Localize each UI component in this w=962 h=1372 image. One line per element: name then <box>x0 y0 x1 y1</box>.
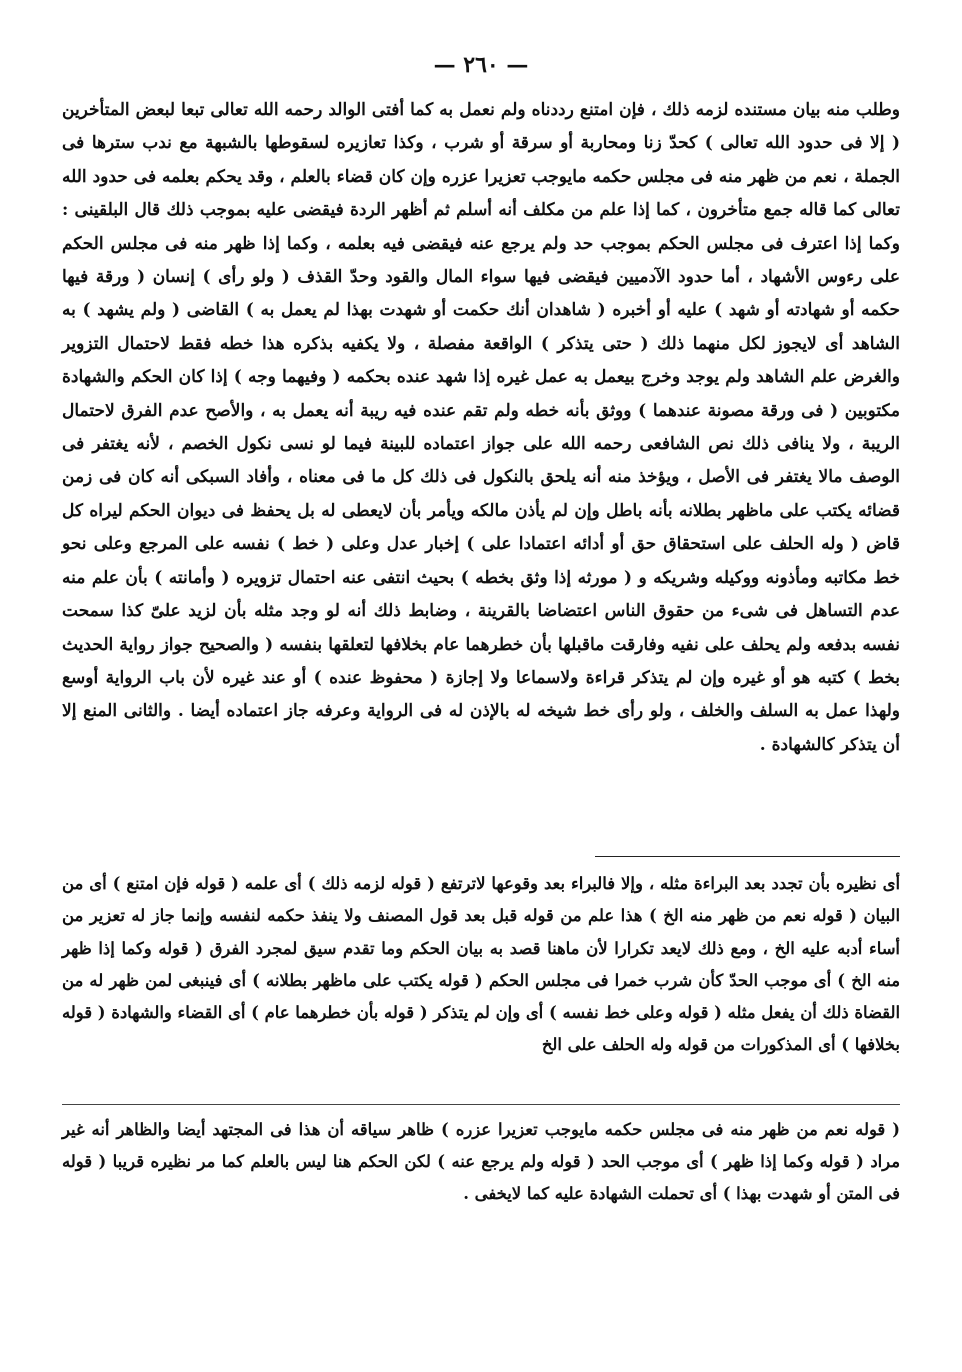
commentary-second: ( قوله نعم من ظهر منه فى مجلس حكمه مايوجب تعزيرا عزره ) ظاهر سياقه أن هذا فى المجتهد أيضا والظاهر أنه غير مراد ( قوله وكما إذا ظهر ) أى موجب الحد ( قوله ولم يرجع عنه ) لكن الحكم هنا ليس بالعلم كما مر نظيره قريبا ( قوله فى المتن أو شهدت بهذا ) أى تحملت الشهادة عليه كما لايخفى . <box>62 1120 900 1203</box>
footnote-divider <box>595 856 900 857</box>
page-number: — ٢٦٠ — <box>433 52 529 78</box>
main-text: وطلب منه بيان مستنده لزمه ذلك ، فإن امتنع رددناه ولم نعمل به كما أفتى الوالد رحمه الله تعالى تبعا لبعض المتأخرين ( إلا فى حدود الله تعالى ) كحدّ زنا ومحاربة أو سرقة أو شرب ، وكذا تعازيره لسقوطها بالشبهة مع ندب سترها فى الجملة ، نعم من ظهر منه فى مجلس حكمه مايوجب تعزيرا عزره وإن كان قضاء بالعلم ، وقد يحكم بعلمه فى حدود الله تعالى كما قاله جمع متأخرون ، كما إذا علم من مكلف أنه أسلم ثم أظهر الردة فيقضى عليه بموجب ذلك قال البلقينى : وكما إذا اعترف فى مجلس الحكم بموجب حد ولم يرجع عنه فيقضى فيه بعلمه ، وكما إذا ظهر منه فى مجلس الحكم على رءوس الأشهاد ، أما حدود الآدميين فيقضى فيها سواء المال والقود وحدّ القذف ( ولو رأى ) إنسان ( ورقة فيها حكمه أو شهادته أو شهد ) عليه أو أخبره ( شاهدان أنك حكمت أو شهدت بهذا لم يعمل به ) القاضى ( ولم يشهد ) به الشاهد أى لايجوز لكل منهما ذلك ( حتى يتذكر ) الواقعة مفصلة ، ولا يكفيه بذكره هذا خطه فقط لاحتمال التزوير والغرض علم الشاهد ولم يوجد وخرج بيعمل به عمل غيره إذا شهد عنده بحكمه ( وفيهما وجه ) إذا كان الحكم والشهادة مكتوبين ( فى ورقة مصونة عندهما ) ووثق بأنه خطه ولم تقم عنده فيه ريبة أنه يعمل به ، والأصح عدم الفرق لاحتمال الريبة ، ولا ينافى ذلك نص الشافعى رحمه الله على جواز اعتماده للبينة فيما لو نسى نكول الخصم ، لأنه يغتفر فى الوصف مالا يغتفر فى الأصل ، ويؤخذ منه أنه يلحق بالنكول فى ذلك كل ما فى معناه ، وأفاد السبكى أنه كان فى زمن قضائه يكتب على ماظهر بطلانه بأنه باطل وإن لم يأذن مالكه ويأمر بأن لايعطى له بل يحفظ فى ديوان الحكم ليراه كل قاض ( وله الحلف على استحقاق حق أو أدائه اعتمادا على ) إخبار عدل وعلى ( خط ) نفسه على المرجع وعلى نحو خط مكاتبه ومأذونه ووكيله وشريكه و ( مورثه إذا وثق بخطه ) بحيث انتفى عنه احتمال تزويره ( وأمانته ) بأن علم منه عدم التساهل فى شىء من حقوق الناس اعتضاضا بالقرينة ، وضابط ذلك أنه لو وجد مثله بأن لزيد علىّ كذا سمحت نفسه بدفعه ولم يحلف على نفيه وفارقت ماقبلها بأن خطرهما عام بخلافها لتعلقها بنفسه ( والصحيح جواز رواية الحديث بخط ) كتبه هو أو غيره وإن لم يتذكر قراءة ولاسماعا ولا إجازة ( محفوظ عنده ) أو عند غيره لأن باب الرواية أوسع ولهذا عمل به السلف والخلف ، ولو رأى خط شيخه له بالإذن له فى الرواية وعرفه جاز اعتماده أيضا . والثانى المنع إلا أن يتذكر كالشهادة . <box>62 100 900 755</box>
commentary-first: أى نظيره بأن تجدد بعد البراءة مثله ، وإلا فالبراء بعد وقوعها لاترتفع ( قوله لزمه ذلك ) أى علمه ( قوله فإن امتنع ) أى من البيان ( قوله نعم من ظهر منه الخ ) هذا علم من قوله قبل بعد قول المصنف ولا ينفذ حكمه لنفسه وإنما جاز له تعزير من أساء أدبه عليه الخ ، ومع ذلك لايعد تكرارا لأن ماهنا قصد به بيان الحكم وما تقدم سيق لمجرد الفرق ( قوله وكما إذا ظهر منه الخ ) أى موجب الحدّ كأن شرب خمرا فى مجلس الحكم ( قوله يكتب على ماظهر بطلانه ) أى فينبغى لمن ظهر له من القضاة ذلك أن يفعل مثله ( قوله وعلى خط نفسه ) أى وإن لم يتذكر ( قوله بأن خطرهما عام ) أى القضاء والشهادة ( قوله بخلافها ) أى المذكورات من قوله وله الحلف على الخ <box>62 874 900 1055</box>
commentary-divider <box>62 1104 900 1105</box>
